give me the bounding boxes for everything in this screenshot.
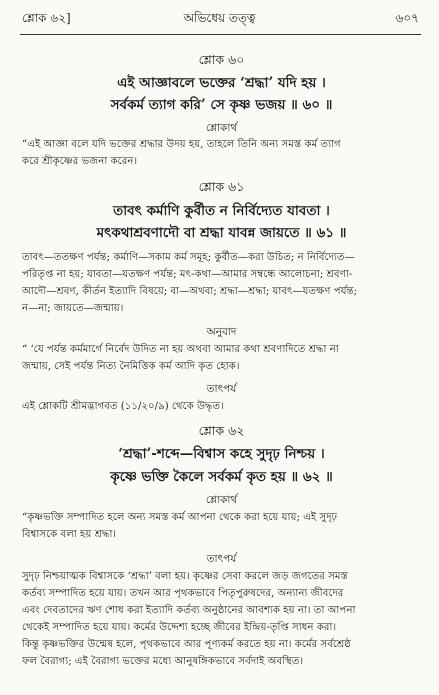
verse-62-heading: শ্লোক ৬২: [198, 423, 245, 438]
verse-62-purport-line-1: সুদৃঢ় নিশ্চয়াত্মক বিশ্বাসকে ‘শ্রদ্ধা’ বলা হয়। কৃষ্ণের সেবা করলে জড় জগতের সমস্ত: [22, 571, 348, 582]
verse-60-heading: শ্লোক ৬০: [198, 52, 245, 67]
verse-62-translation-line-1: “কৃষ্ণভক্তি সম্পাদিত হলে অন্য সমস্ত কর্ম আপনা থেকে করা হয়ে যায়; এই সুদৃঢ়: [22, 512, 338, 523]
verse-61-purport-line-1: এই শ্লোকটি শ্রীমদ্ভাগবত (১১/২০/৯) থেকে উদ্ধৃত।: [22, 401, 224, 412]
verse-62-purport-label: তাৎপর্য: [206, 553, 237, 565]
verse-61-synonyms-line-1: তাবৎ—ততক্ষণ পর্যন্ত; কর্মাণি—সকাম কর্ম সমূহ; কুর্বীত—করা উচিত; ন নির্বিদ্যেত—: [22, 252, 355, 263]
verse-reference: শ্লোক ৬২]: [22, 11, 71, 25]
running-title: অভিধেয় তত্ত্ব: [183, 11, 256, 25]
verse-60-line-2: সর্বকর্ম ত্যাগ করি’ সে কৃষ্ণ ভজয় ॥ ৬০ ॥: [110, 97, 333, 113]
verse-62-line-1: ‘শ্রদ্ধা’-শব্দে—বিশ্বাস কহে সুদৃঢ় নিশ্চয় ।: [118, 446, 325, 462]
verse-61-synonyms-line-4: ন—না; জায়তে—জন্মায়।: [22, 303, 124, 314]
verse-61-heading: শ্লোক ৬১: [198, 179, 245, 194]
verse-60-translation-line-2: করে শ্রীকৃষ্ণের ভজনা করেন।: [22, 156, 138, 167]
verse-62-purport-line-2: কর্তব্য সম্পাদিত হয়ে যায়। তখন আর পৃথকভাবে পিতৃপুরুষদের, অন্যান্য জীবদের: [22, 588, 344, 599]
verse-62-purport-line-6: ফল বৈরাগ্য; এই বৈরাগ্য ভক্তের মধ্যে আনুষঙ্গিকভাবে সর্বদাই অবস্থিত।: [22, 656, 304, 667]
verse-62-translation-label: শ্লোকার্থ: [205, 494, 238, 506]
verse-61-translation-line-1: “ ‘যে পর্যন্ত কর্মমার্গে নির্বেদ উদিত না হয় অথবা আমার কথা শ্রবণাদিতে শ্রদ্ধা না: [22, 344, 339, 355]
verse-60-translation-label: শ্লোকার্থ: [205, 122, 238, 134]
header-rule: [20, 34, 421, 35]
page-number: ৬০৭: [395, 11, 419, 25]
verse-62-purport-line-5: কিন্তু কৃষ্ণভক্তির উন্মেষ হলে, পৃথকভাবে আর পূণ্যকর্ম করতে হয় না। কর্মের সর্বশ্রেষ্ঠ: [22, 639, 352, 650]
verse-61-translation-label: অনুবাদ: [206, 326, 237, 338]
verse-62-translation-line-2: বিশ্বাসকে বলা হয় শ্রদ্ধা।: [22, 529, 117, 540]
verse-61-line-1: তাবৎ কর্মাণি কুর্বীত ন নির্বিদ্যেত যাবতা ।: [113, 203, 330, 219]
verse-61-synonyms-line-2: পরিতৃপ্ত না হয়; যাবতা—যতক্ষণ পর্যন্ত; মৎ-কথা—আমার সম্বন্ধে আলোচনা; শ্রবণা-: [22, 269, 353, 280]
verse-60-translation-line-1: “এই আজ্ঞা বলে যদি ভক্তের শ্রদ্ধার উদয় হয়, তাহলে তিনি অন্য সমস্ত কর্ম ত্যাগ: [22, 139, 341, 150]
verse-60-line-1: এই আজ্ঞাবলে ভক্তের ‘শ্রদ্ধা’ যদি হয় ।: [117, 75, 326, 91]
verse-61-synonyms-line-3: আদৌ—শ্রবণ, কীর্তন ইত্যাদি বিষয়ে; বা—অথবা; শ্রদ্ধা—শ্রদ্ধা; যাবৎ—যতক্ষণ পর্যন্ত;: [22, 286, 358, 297]
verse-61-purport-label: তাৎপর্য: [206, 383, 237, 395]
verse-61-line-2: মৎকথাশ্রবণাদৌ বা শ্রদ্ধা যাবন্ন জায়তে ॥ ৬১ ॥: [96, 225, 347, 241]
verse-61-translation-line-2: জন্মায়, সেই পর্যন্ত নিত্য নৈমিত্তিক কর্ম আদি কৃত হোক।: [22, 361, 240, 372]
verse-62-purport-line-4: থেকেই সম্পাদিত হয়ে যায়। কর্মের উদ্দেশ্য হচ্ছে জীবের ইন্দ্রিয়-তৃপ্তি সাধন করা।: [22, 622, 337, 633]
verse-62-line-2: কৃষ্ণে ভক্তি কৈলে সর্বকর্ম কৃত হয় ॥ ৬২ ॥: [110, 469, 333, 485]
verse-62-purport-line-3: এবং দেবতাদের ঋণ শোধ করা ইত্যাদি কর্তব্য অনুষ্ঠানের আবশ্যক হয় না। তা আপনা: [22, 605, 356, 616]
